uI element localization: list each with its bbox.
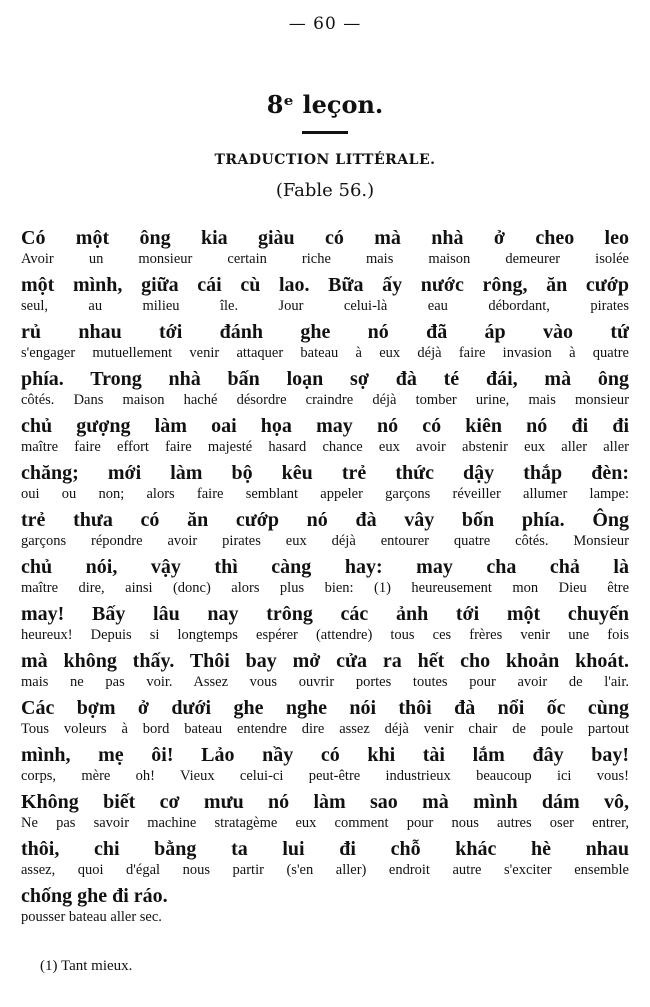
section-subtitle: TRADUCTION LITTÉRALE. <box>214 152 436 168</box>
french-gloss: s'engager mutuellement venir attaquer bateau à eux déjà faire invasion à quatre <box>21 345 629 361</box>
lesson-title: 8ᵉ leçon. <box>266 90 384 119</box>
french-gloss: maître dire, ainsi (donc) alors plus bien: (1) heureusement mon Dieu être <box>21 580 629 596</box>
vietnamese-line: may! Bấy lâu nay trông các ảnh tới một chuyến <box>21 603 629 625</box>
vietnamese-line: mình, mẹ ôi! Lảo nầy có khi tài lắm đây bay! <box>21 744 629 766</box>
french-gloss: oui ou non; alors faire semblant appeler garçons réveiller allumer lampe: <box>21 486 629 502</box>
vietnamese-line: Có một ông kia giàu có mà nhà ở cheo leo <box>21 227 629 249</box>
vietnamese-line: mà không thấy. Thôi bay mở cửa ra hết cho khoản khoát. <box>21 650 629 672</box>
french-gloss: seul, au milieu île. Jour celui-là eau débordant, pirates <box>21 298 629 314</box>
line-pair <box>21 318 629 365</box>
translation-body <box>21 224 629 929</box>
french-gloss: Avoir un monsieur certain riche mais maison demeurer isolée <box>21 251 629 267</box>
vietnamese-line: rủ nhau tới đánh ghe nó đã áp vào tứ <box>21 321 629 343</box>
french-gloss: mais ne pas voir. Assez vous ouvrir portes toutes pour avoir de l'air. <box>21 674 629 690</box>
footnote: (1) Tant mieux. <box>40 958 133 974</box>
line-pair <box>21 506 629 553</box>
line-pair <box>21 365 629 412</box>
line-pair <box>21 459 629 506</box>
vietnamese-line: phía. Trong nhà bấn loạn sợ đà té đái, mà ông <box>21 368 629 390</box>
french-gloss: Ne pas savoir machine stratagème eux comment pour nous autres oser entrer, <box>21 815 629 831</box>
line-pair <box>21 647 629 694</box>
line-pair <box>21 694 629 741</box>
vietnamese-line: chủ nói, vậy thì càng hay: may cha chả là <box>21 556 629 578</box>
french-gloss: Tous voleurs à bord bateau entendre dire assez déjà venir chair de poule partout <box>21 721 629 737</box>
vietnamese-line: chủ gượng làm oai họa may nó có kiên nó đi đi <box>21 415 629 437</box>
french-gloss: assez, quoi d'égal nous partir (s'en aller) endroit autre s'exciter ensemble <box>21 862 629 878</box>
vietnamese-line: trẻ thưa có ăn cướp nó đà vây bốn phía. Ông <box>21 509 629 531</box>
line-pair <box>21 835 629 882</box>
french-gloss: garçons répondre avoir pirates eux déjà entourer quatre côtés. Monsieur <box>21 533 629 549</box>
vietnamese-line: thôi, chi bằng ta lui đi chỗ khác hè nhau <box>21 838 629 860</box>
page-number: — 60 — <box>288 14 362 34</box>
line-pair <box>21 741 629 788</box>
line-pair <box>21 788 629 835</box>
line-pair <box>21 224 629 271</box>
line-pair <box>21 553 629 600</box>
vietnamese-line: chống ghe đi ráo. <box>21 885 168 907</box>
line-pair <box>21 600 629 647</box>
line-pair <box>21 271 629 318</box>
french-gloss: maître faire effort faire majesté hasard chance eux avoir abstenir eux aller aller <box>21 439 629 455</box>
french-gloss: corps, mère oh! Vieux celui-ci peut-être industrieux beaucoup ici vous! <box>21 768 629 784</box>
vietnamese-line: Các bợm ở dưới ghe nghe nói thôi đà nổi ốc cùng <box>21 697 629 719</box>
vietnamese-line: Không biết cơ mưu nó làm sao mà mình dám vô, <box>21 791 629 813</box>
line-pair <box>21 882 629 929</box>
vietnamese-line: một mình, giữa cái cù lao. Bữa ấy nước rông, ăn cướp <box>21 274 629 296</box>
french-gloss: pousser bateau aller sec. <box>21 909 162 925</box>
fable-reference: (Fable 56.) <box>275 180 375 201</box>
french-gloss: heureux! Depuis si longtemps espérer (attendre) tous ces frères venir une fois <box>21 627 629 643</box>
french-gloss: côtés. Dans maison haché désordre craindre déjà tomber urine, mais monsieur <box>21 392 629 408</box>
line-pair <box>21 412 629 459</box>
vietnamese-line: chăng; mới làm bộ kêu trẻ thức dậy thắp đèn: <box>21 462 629 484</box>
title-divider <box>302 131 348 134</box>
